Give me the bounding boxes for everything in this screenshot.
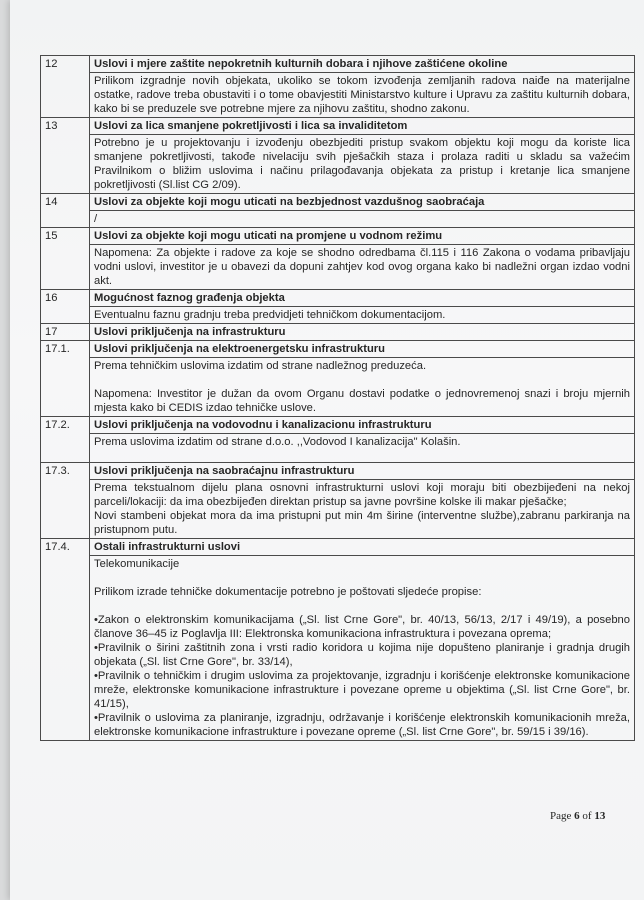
conditions-table	[40, 55, 635, 741]
row-heading: Uslovi za objekte koji mogu uticati na promjene u vodnom režimu	[90, 228, 635, 245]
table-row	[41, 211, 635, 228]
list-item: •Pravilnik o tehničkim i drugim uslovima za projektovanje, izgradnju i korišćenje elektronske komunikacione mreže, elektronske komunikacione infrastrukture i povezane opreme u objektima („Sl. list Crne Gore", br. 41/15),	[94, 670, 630, 710]
table-row	[41, 417, 635, 434]
table-row	[41, 358, 635, 417]
table-row	[41, 539, 635, 556]
table-row	[41, 324, 635, 341]
table-row	[41, 56, 635, 73]
table-row	[41, 290, 635, 307]
row-heading: Mogućnost faznog građenja objekta	[90, 290, 635, 307]
table-row	[41, 245, 635, 290]
row-text	[90, 480, 635, 539]
row-number: 17.2.	[41, 417, 90, 463]
row-number: 16	[41, 290, 90, 324]
page-label: Page	[550, 810, 575, 822]
row-subtitle: Telekomunikacije	[94, 558, 180, 570]
list-item: •Pravilnik o širini zaštitnih zona i vrsti radio koridora u kojima nije dopušteno planiranje i gradnja drugih objekata („Sl. list Crne Gore", br. 33/14),	[94, 642, 630, 668]
row-number: 14	[41, 194, 90, 228]
row-text: /	[90, 211, 635, 228]
document-page	[10, 0, 644, 900]
table-row	[41, 556, 635, 741]
table-row	[41, 307, 635, 324]
row-number: 17.4.	[41, 539, 90, 741]
table-row	[41, 194, 635, 211]
row-text	[90, 358, 635, 417]
row-heading: Uslovi za lica smanjene pokretljivosti i lica sa invaliditetom	[90, 118, 635, 135]
table-row	[41, 73, 635, 118]
row-text: Prilikom izgradnje novih objekata, ukoliko se tokom izvođenja zemljanih radova naiđe na materijalne ostatke, radove treba obustaviti i o tome obavjestiti Ministarstvo kulture i Upravu za zaštitu kulturnih dobara, kako bi se preduzele sve potrebne mjere za njihovu zaštitu, shodno zakonu.	[90, 73, 635, 118]
table-row	[41, 480, 635, 539]
list-item: •Zakon o elektronskim komunikacijama („Sl. list Crne Gore", br. 40/13, 56/13, 2/17 i 49/19), a posebno članove 36–45 iz Poglavlja III: Elektronska komunikaciona infrastruktura i povezana oprema;	[94, 614, 630, 640]
row-number: 13	[41, 118, 90, 194]
page-of-label: of	[579, 810, 595, 822]
row-number: 17	[41, 324, 90, 341]
row-heading: Uslovi priključenja na infrastrukturu	[90, 324, 635, 341]
row-paragraph-2: Novi stambeni objekat mora da ima pristupni put min 4m širine (interventne službe),zabranu parkiranja na pristupnom putu.	[94, 510, 630, 536]
row-text: Prema uslovima izdatim od strane d.o.o. ,,Vodovod I kanalizacija" Kolašin.	[90, 434, 635, 463]
row-number: 12	[41, 56, 90, 118]
row-heading: Uslovi priključenja na elektroenergetsku infrastrukturu	[90, 341, 635, 358]
table-row	[41, 434, 635, 463]
row-number: 15	[41, 228, 90, 290]
row-heading: Uslovi i mjere zaštite nepokretnih kulturnih dobara i njihove zaštićene okoline	[90, 56, 635, 73]
row-text: Napomena: Za objekte i radove za koje se shodno odredbama čl.115 i 116 Zakona o vodama pribavljaju vodni uslovi, investitor je u obavezi da dopuni zahtjev kod ovog organa kako bi nadležni organ izdao vodni akt.	[90, 245, 635, 290]
row-text	[90, 556, 635, 741]
table-row	[41, 135, 635, 194]
table-row	[41, 228, 635, 245]
table-row	[41, 341, 635, 358]
page-number: 6	[574, 810, 580, 822]
table-row	[41, 118, 635, 135]
list-item: •Pravilnik o uslovima za planiranje, izgradnju, održavanje i korišćenje elektronskih komunikacionih mreža, elektronske komunikacione infrastrukture i povezane opreme („Sl. list Crne Gore", br. 59/15 i 39/16).	[94, 712, 630, 738]
row-heading: Ostali infrastrukturni uslovi	[90, 539, 635, 556]
row-heading: Uslovi priključenja na saobraćajnu infrastrukturu	[90, 463, 635, 480]
page-footer	[550, 810, 605, 822]
table-row	[41, 463, 635, 480]
row-number: 17.1.	[41, 341, 90, 417]
row-paragraph: Prema tehničkim uslovima izdatim od strane nadležnog preduzeća.	[94, 360, 427, 372]
row-heading: Uslovi za objekte koji mogu uticati na bezbjednost vazdušnog saobraćaja	[90, 194, 635, 211]
row-number: 17.3.	[41, 463, 90, 539]
row-note: Napomena: Investitor je dužan da ovom Organu dostavi podatke o jednovremenoj snazi i broju mjernih mjesta kako bi CEDIS izdao tehničke uslove.	[94, 388, 630, 414]
page-total: 13	[594, 810, 606, 822]
row-paragraph: Prema tekstualnom dijelu plana osnovni infrastrukturni uslovi koji moraju biti obezbijeđeni na nekoj parceli/lokaciji: da ima obezbijeđen direktan pristup sa javne površine kolske ili makar pješačke;	[94, 482, 630, 508]
row-text: Potrebno je u projektovanju i izvođenju obezbjediti pristup svakom objektu koji mogu da koriste lica smanjene pokretljivosti, takođe nivelaciju svih pješačkih staza i prolaza raditi u skladu sa važećim Pravilnikom o bližim uslovima i načinu prilagođavanja objekata za pristup i kretanje lica smanjene pokretljivosti (Sl.list CG 2/09).	[90, 135, 635, 194]
row-heading: Uslovi priključenja na vodovodnu i kanalizacionu infrastrukturu	[90, 417, 635, 434]
row-text: Eventualnu faznu gradnju treba predvidjeti tehničkom dokumentacijom.	[90, 307, 635, 324]
row-intro: Prilikom izrade tehničke dokumentacije potrebno je poštovati sljedeće propise:	[94, 586, 482, 598]
